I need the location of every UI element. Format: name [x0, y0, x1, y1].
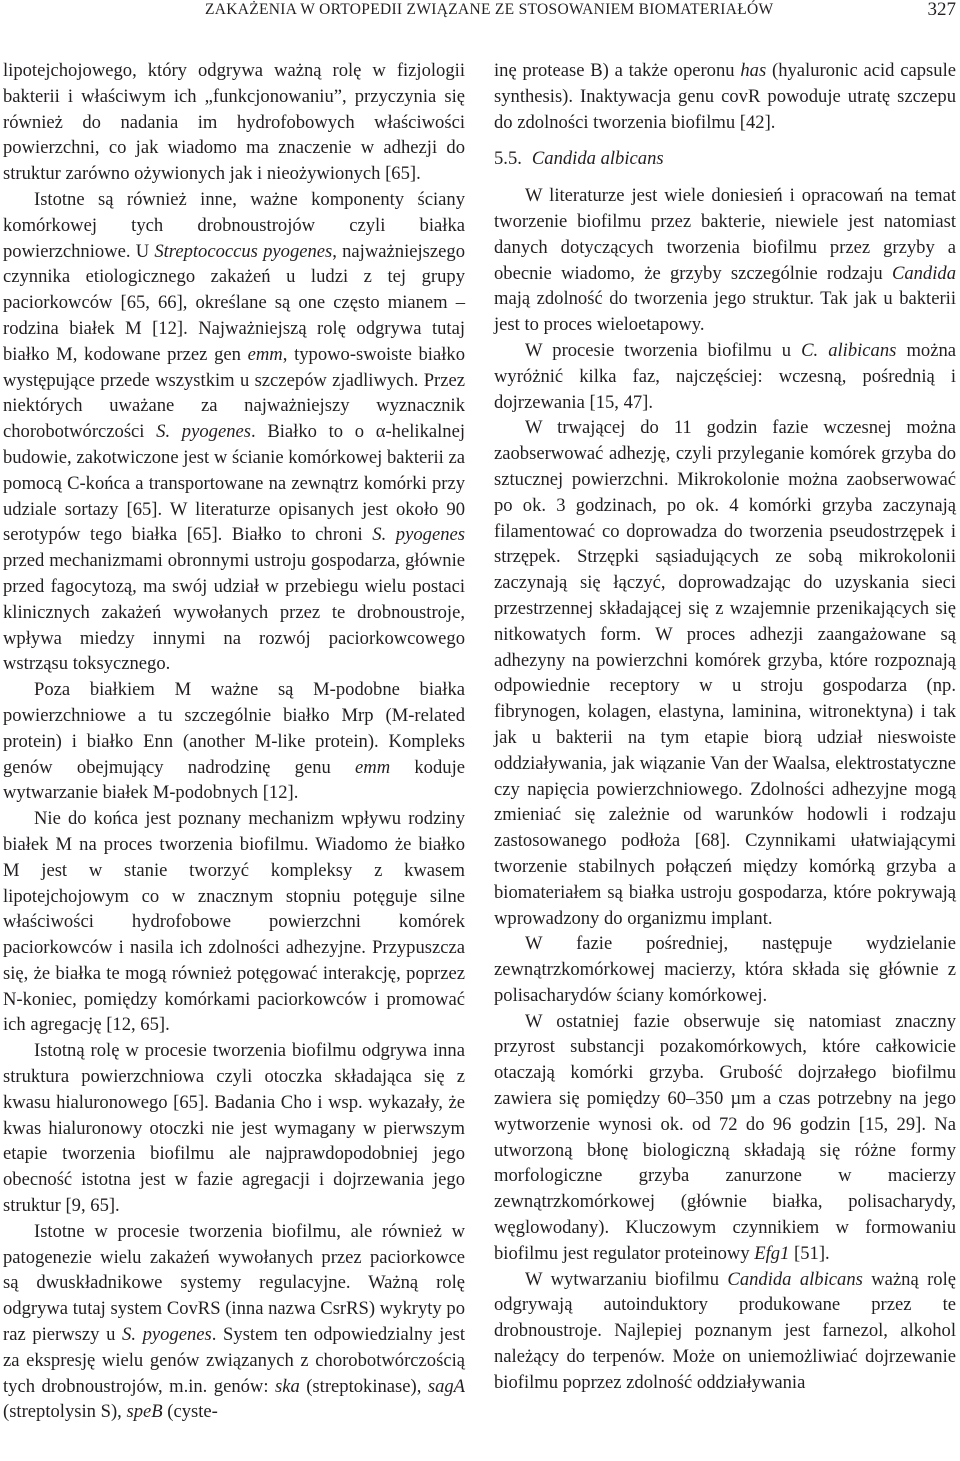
text-span: . System ten odpowiedzialny jest za ekspresję wielu genów związanych z chorobotwórczością tych drobnoustrojów, m.in. genów:	[3, 1324, 466, 1397]
text-span: W wytwarzaniu biofilmu	[525, 1268, 728, 1290]
italic-term: speB	[126, 1401, 163, 1423]
text-span: ważną rolę odgrywają autoinduktory produkowane przez te drobnoustroje. Najlepiej poznanym jest farnezol, alkohol należący do terpenów. Może on uniemożliwiać dojrzewanie biofilmu poprzez zdolność oddziaływania	[494, 1268, 956, 1393]
italic-term: ska	[274, 1375, 300, 1397]
text-span: (streptokinase),	[299, 1375, 428, 1397]
text-span: można wyróżnić kilka faz, najczęściej: wczesną, pośrednią i dojrzewania [15, 47].	[494, 339, 957, 413]
italic-term: sagA	[427, 1375, 466, 1397]
text-span: Istotną rolę w procesie tworzenia biofilmu odgrywa inna struktura powierzchniowa czyli otoczka składająca się z kwasu hialuronowego [65]. Badania Cho i wsp. wykazały, że kwas hialuronowy otoczki nie jest wymagany w pierwszym etapie tworzenia biofilmu ale najprawdopodobniej jego obecność istotna jest w fazie agregacji i dojrzewania jego struktur [9, 65].	[3, 1040, 465, 1217]
text-span: Istotne są również inne, ważne komponenty ściany komórkowej tych drobnoustrojów czyli białka powierzchniowe. U	[3, 188, 465, 262]
text-span: koduje wytwarzanie białek M-podobnych [12].	[3, 756, 465, 804]
running-head: ZAKAŻENIA W ORTOPEDII ZWIĄZANE ZE STOSOWANIEM BIOMATERIAŁÓW	[205, 1, 774, 18]
italic-term: Candida	[891, 262, 956, 284]
text-span: W fazie pośredniej, następuje wydzielanie zewnątrzkomórkowej macierzy, która składa się głównie z polisacharydów ściany komórkowej.	[494, 933, 956, 1006]
text-span: (cyste-	[162, 1401, 218, 1423]
paragraph-left-2	[3, 187, 465, 677]
text-span: , typowo-swoiste białko występujące przede wszystkim u szczepów zjadliwych. Przez niektórych uważane za najważniejszy wyznacznik chorobotwórczości	[3, 343, 465, 443]
text-span: Nie do końca jest poznany mechanizm wpływu rodziny białek M na proces tworzenia biofilmu. Wiadomo że białko M jest w stanie tworzyć kompleksy z kwasem lipotejchojowym co w znacznym stopniu potęguje silne właściwości hydrofobowe powierzchni komórek paciorkowców i nasila ich zdolności adhezyjne. Przypuszcza się, że białka te mogą również potęgować interakcję, poprzez N-koniec, pomiędzy komórkami paciorkowców i promować ich agregację [12, 65].	[3, 808, 465, 1036]
paragraph-left-4	[3, 806, 465, 1038]
italic-term: emm	[247, 343, 283, 365]
text-span: . Białko to o α-helikalnej budowie, zakotwiczone jest w ścianie komórkowej bakterii za pomocą C-końca a transportowane na zewnątrz komórki przy udziale sortazy [65]. W literaturze opisanych jest około 90 serotypów tego białka [65]. Białko to chroni	[3, 421, 465, 546]
left-column	[3, 58, 465, 1425]
text-span: (hyaluronic acid capsule synthesis). Inaktywacja genu covR powoduje utratę szczepu do zdolności tworzenia biofilmu [42].	[494, 60, 956, 133]
paragraph-left-5	[3, 1038, 465, 1219]
text-span: (streptolysin S),	[3, 1401, 127, 1423]
text-span: W literaturze jest wiele doniesień i opracowań na temat tworzenie biofilmu przez bakterie, niewiele jest natomiast danych dotyczących tworzenia biofilmu przez grzyby a obecnie wiadomo, że grzyby szczególnie rodzaju	[494, 185, 956, 284]
text-span: Poza białkiem M ważne są M-podobne białka powierzchniowe a tu szczególnie białko Mrp (M-related protein) i białko Enn (another M-like protein). Kompleks genów obejmujący nadrodzinę genu	[3, 679, 465, 778]
section-number: 5.5.	[494, 148, 522, 170]
italic-term: Efg1	[754, 1242, 790, 1264]
text-span: , najważniejszego czynnika etiologicznego zakażeń u ludzi z tej grupy paciorkowców [65, 66], określane są one często mianem – rodzina białek M [12]. Najważniejszą rolę odgrywa tutaj białko M, kodowane przez gen	[3, 240, 465, 365]
text-span: lipotejchojowego, który odgrywa ważną rolę w fizjologii bakterii i właściwym ich „funkcjonowaniu”, przyczynia się również do nadania im hydrofobowych właściwości powierzchni, co jak wiadomo ma znaczenie w adhezji do struktur zarówno ożywionych jak i nieożywionych [65].	[3, 60, 465, 185]
text-span: W trwającej do 11 godzin fazie wczesnej można zaobserwować adhezję, czyli przyleganie komórek grzyba do sztucznej powierzchni. Mikrokolonie można zaobserwować po ok. 3 godzinach, po ok. 4 komórki grzyba zaczynają filamentować co doprowadza do tworzenia pseudostrzępek i strzępek. Strzępki sąsiadujących ze sobą mikrokolonii zaczynają się łączyć, doprowadzając do uzyskania sieci przestrzennej składającej się z wzajemnie przenikających się nitkowatych form. W proces adhezji zaangażowane są adhezyny na powierzchni komórek grzyba, które rozpoznają odpowiednie receptory w u stroju gospodarza (np. fibrynogen, kolagen, elastyna, laminina, witronektyna) i tak jak u bakterii na tym etapie biorą udział nieswoiste oddziaływania, jak wiązanie Van der Waalsa, elektrostatyczne czy napięcia powierzchniowego. Zdolności adhezyjne mogą zmieniać się zależnie od warunków hodowli i rodzaju zastosowanego podłoża [68]. Czynnikami ułatwiającymi tworzenie stabilnych połączeń między komórką grzyba a biomateriałem są białka ustroju gospodarza, które pokrywają wprowadzony do organizmu implant.	[494, 417, 956, 929]
italic-term: S. pyogenes	[156, 421, 251, 443]
italic-term: emm	[355, 756, 391, 778]
paragraph-right-1	[494, 58, 956, 135]
right-column	[494, 58, 956, 1396]
text-span: inę protease B) a także operonu	[494, 60, 741, 81]
paragraph-left-1	[3, 58, 465, 187]
text-span: Istotne w procesie tworzenia biofilmu, ale również w patogenezie wielu zakażeń wywołanych przez paciorkowce są dwuskładnikowe systemy regulacyjne. Ważną rolę odgrywa tutaj system CovRS (inna nazwa CsrRS) wykryty po raz pierwszy u	[3, 1220, 465, 1346]
paragraph-left-6	[3, 1219, 465, 1425]
paragraph-right-3	[494, 338, 956, 415]
text-span: [51].	[789, 1242, 830, 1264]
section-title: Candida albicans	[531, 148, 664, 170]
italic-term: has	[740, 60, 767, 81]
text-span: W ostatniej fazie obserwuje się natomiast znaczny przyrost substancji pozakomórkowych, które całkowicie otaczają komórki grzyba. Grubość dojrzałego biofilmu zawiera się pomiędzy 60–350 µm a czas potrzebny na jego wytworzenie wynosi ok. od 72 do 96 godzin [15, 29]. Na utworzoną błonę biologiczną składają się różne formy morfologiczne grzyba zanurzone w macierzy zewnątrzkomórkowej (głównie białka, polisacharydy, węglowodany). Kluczowym czynnikiem w formowaniu biofilmu jest regulator proteinowy	[494, 1010, 956, 1264]
italic-term: Streptococcus pyogenes	[154, 240, 333, 262]
italic-term: C. alibicans	[801, 339, 897, 361]
paragraph-right-5	[494, 931, 956, 1008]
paragraph-left-3	[3, 677, 465, 806]
text-span: W procesie tworzenia biofilmu u	[525, 339, 802, 361]
page-header	[0, 0, 960, 30]
italic-term: S. pyogenes	[122, 1324, 212, 1346]
page-number: 327	[927, 0, 956, 20]
paragraph-right-4	[494, 415, 956, 931]
italic-term: Candida albicans	[727, 1268, 863, 1290]
italic-term: S. pyogenes	[372, 524, 465, 546]
section-heading	[494, 146, 956, 172]
paragraph-right-7	[494, 1267, 956, 1396]
text-span: przed mechanizmami obronnymi ustroju gospodarza, głównie przed fagocytozą, ma swój udział w przebiegu wielu postaci klinicznych zakażeń wywołanych przez te drobnoustroje, wpływa miedzy innymi na rozwój paciorkowcowego wstrząsu toksycznego.	[3, 550, 465, 675]
paragraph-right-6	[494, 1009, 956, 1267]
paragraph-right-2	[494, 183, 956, 338]
text-span: mają zdolność do tworzenia jego struktur. Tak jak u bakterii jest to proces wieloetapowy.	[494, 288, 956, 336]
